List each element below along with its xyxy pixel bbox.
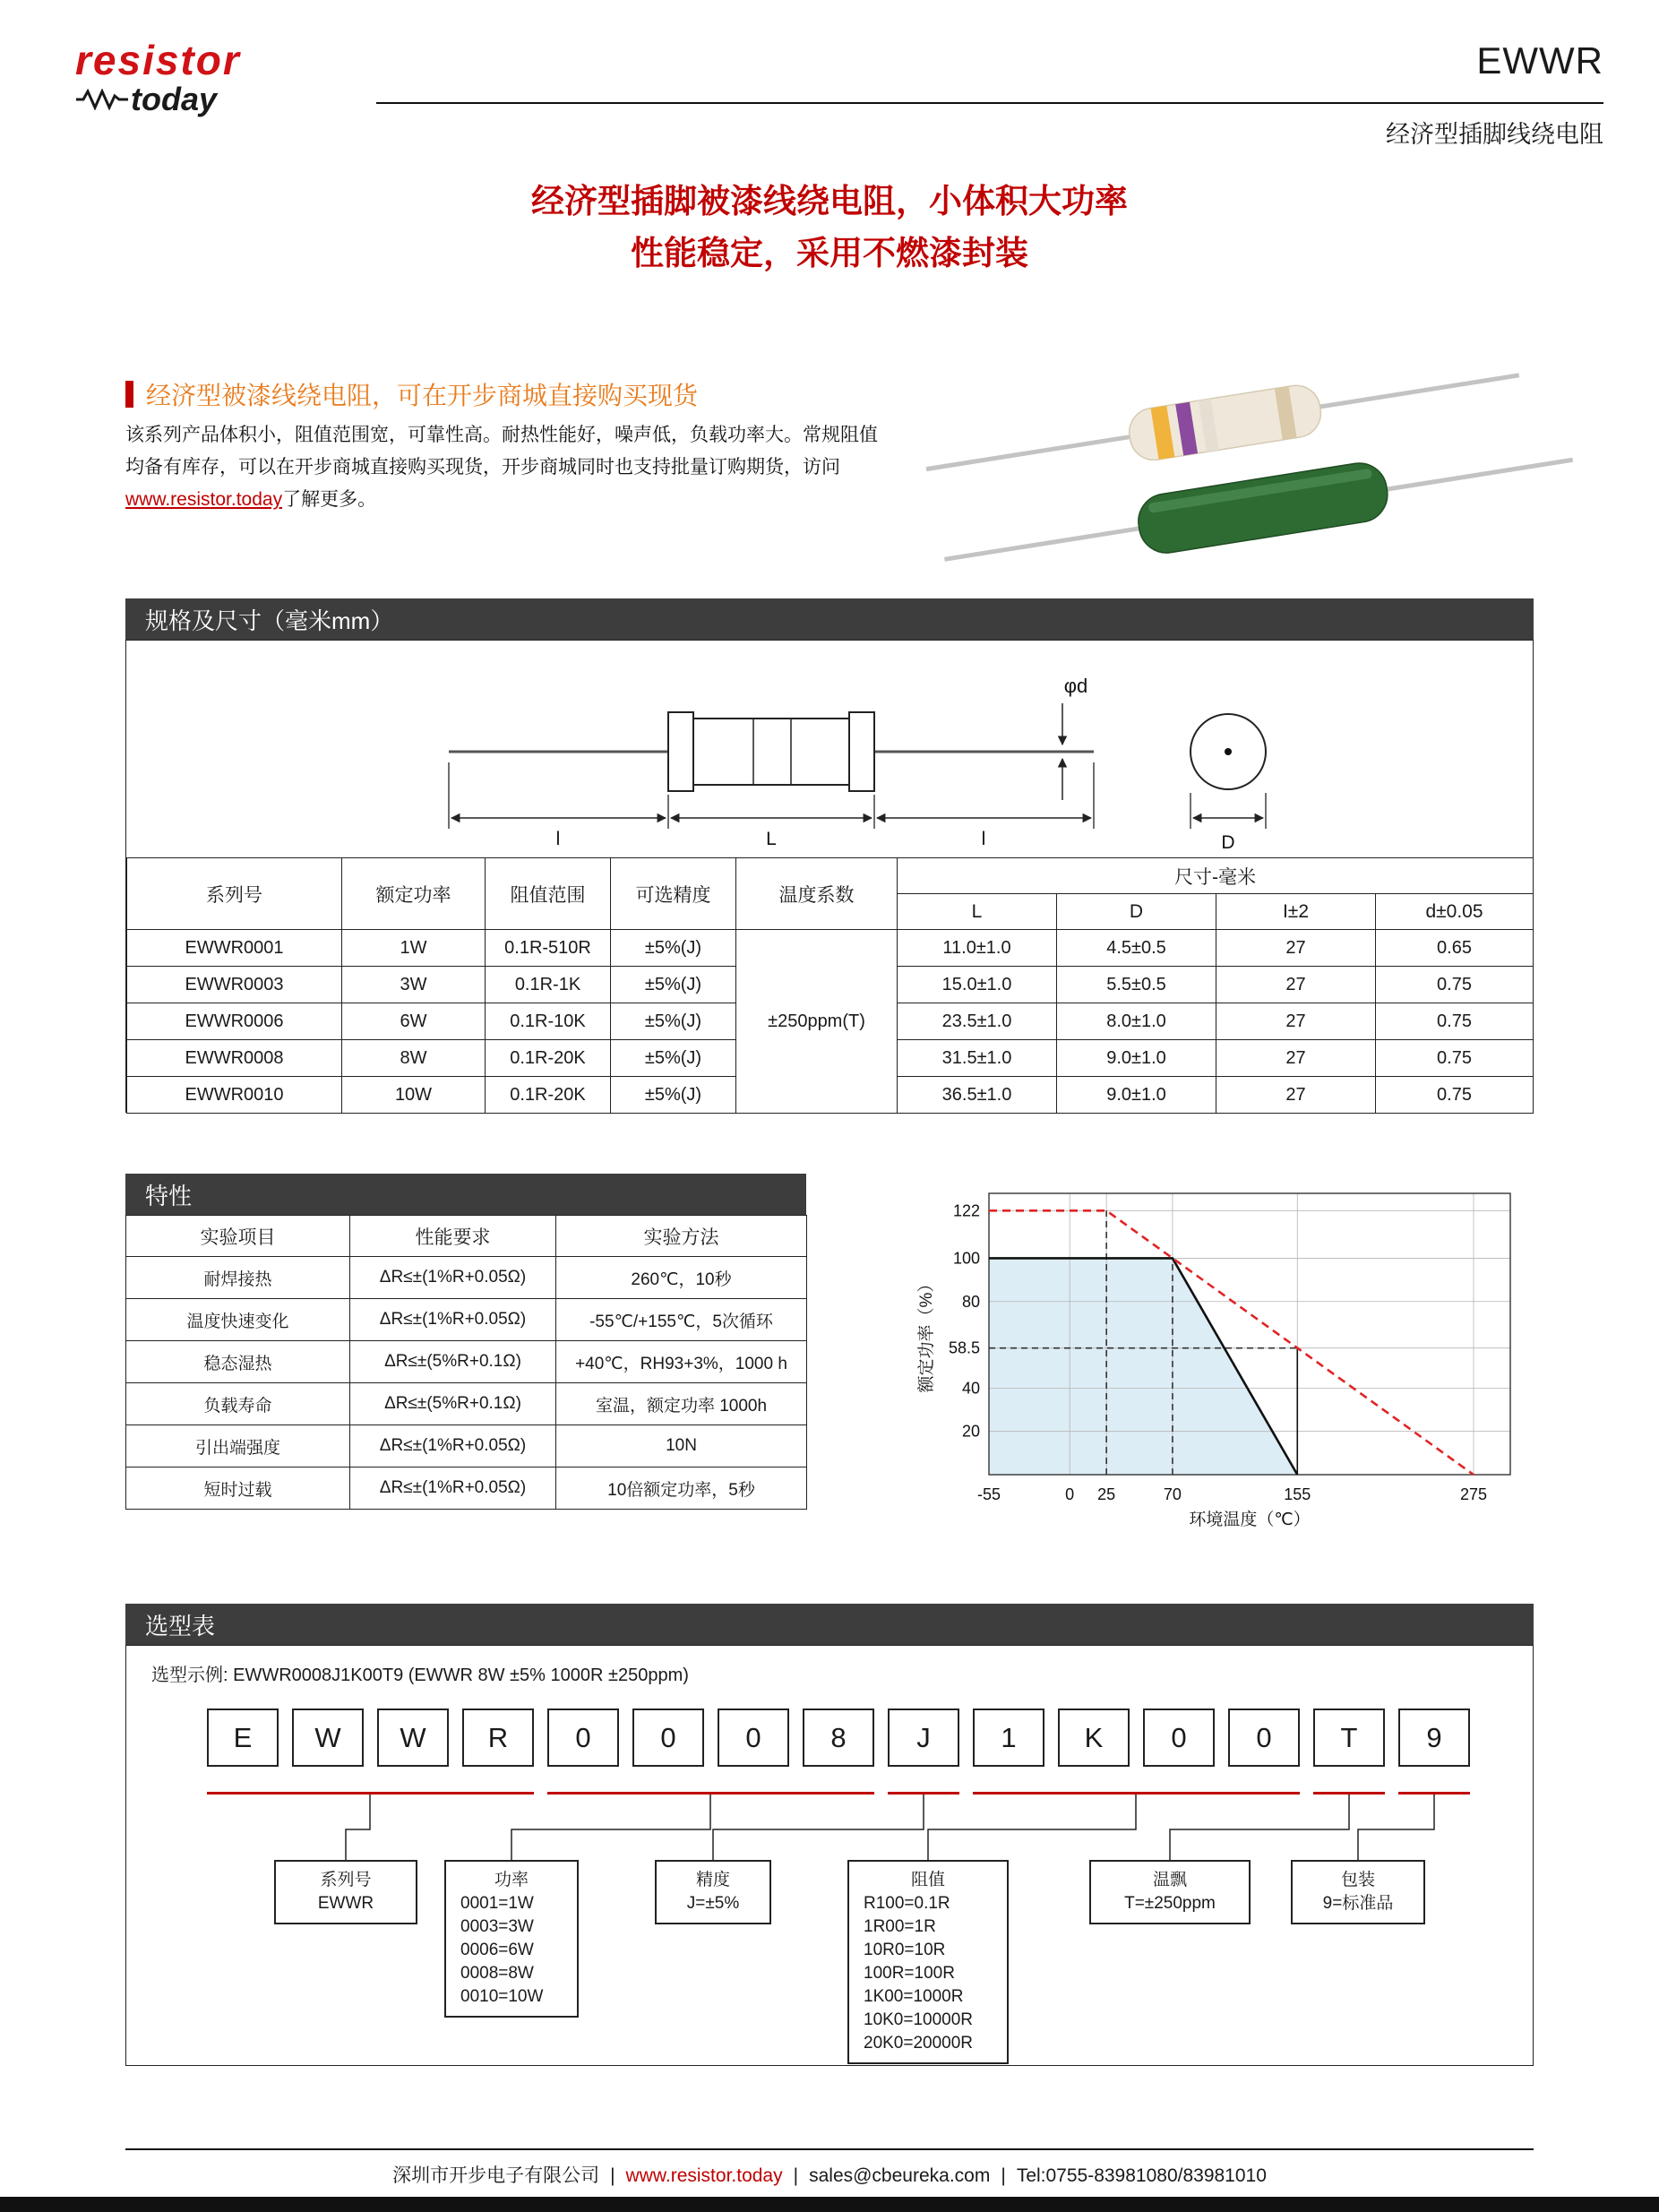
svg-text:100: 100 xyxy=(952,1249,980,1268)
code-char-box: 0 xyxy=(547,1708,619,1767)
page-title-line2: 性能稳定，采用不燃漆封装 xyxy=(631,235,1028,271)
intro-paragraph xyxy=(125,419,887,516)
cell-range: 0.1R-510R xyxy=(486,930,611,967)
cell-d: 0.75 xyxy=(1376,1003,1534,1040)
col-header-tolerance: 可选精度 xyxy=(611,858,736,930)
table-row xyxy=(126,1383,807,1425)
svg-text:环境温度（℃）: 环境温度（℃） xyxy=(1189,1511,1311,1529)
group-underline-tolerance xyxy=(888,1792,959,1795)
cell-series: EWWR0003 xyxy=(127,967,342,1003)
legend-line: 0006=6W xyxy=(460,1941,534,1959)
cell-d: 0.75 xyxy=(1376,967,1534,1003)
col-header-tc: 温度系数 xyxy=(736,858,898,930)
section-title-specs: 规格及尺寸（毫米mm） xyxy=(145,607,394,634)
cell-I: 27 xyxy=(1216,1040,1376,1077)
code-char-box: 0 xyxy=(718,1708,789,1767)
model-code: EWWR xyxy=(1476,39,1603,82)
red-accent-bar xyxy=(125,381,133,408)
col-header-I: I±2 xyxy=(1216,894,1376,930)
legend-tc xyxy=(1089,1860,1251,1924)
svg-text:25: 25 xyxy=(1097,1485,1116,1503)
char-requirement: ΔR≤±(1%R+0.05Ω) xyxy=(350,1257,556,1299)
cell-d: 0.75 xyxy=(1376,1077,1534,1114)
svg-text:275: 275 xyxy=(1459,1485,1488,1503)
code-char-box: 0 xyxy=(1143,1708,1215,1767)
footer-divider xyxy=(125,2148,1534,2150)
svg-text:58.5: 58.5 xyxy=(948,1338,980,1357)
legend-power xyxy=(444,1860,579,2018)
svg-text:80: 80 xyxy=(961,1292,980,1311)
legend-line: 0010=10W xyxy=(460,1987,544,2006)
legend-line: 0001=1W xyxy=(460,1894,534,1913)
group-underline-packing xyxy=(1398,1792,1470,1795)
cell-d: 0.65 xyxy=(1376,930,1534,967)
char-requirement: ΔR≤±(1%R+0.05Ω) xyxy=(350,1299,556,1341)
code-char-box: 0 xyxy=(632,1708,704,1767)
char-col-item: 实验项目 xyxy=(126,1216,350,1257)
legend-line: 10R0=10R xyxy=(864,1941,946,1959)
cell-D: 9.0±1.0 xyxy=(1057,1040,1216,1077)
table-row xyxy=(126,1257,807,1299)
cell-series: EWWR0008 xyxy=(127,1040,342,1077)
footer-separator: | xyxy=(1001,2165,1006,2186)
code-char-box: E xyxy=(207,1708,279,1767)
cell-power: 8W xyxy=(342,1040,486,1077)
legend-line: R100=0.1R xyxy=(864,1894,950,1913)
col-header-dims-group: 尺寸-毫米 xyxy=(898,858,1534,894)
code-char-box: 1 xyxy=(973,1708,1044,1767)
section-title-selection: 选型表 xyxy=(145,1612,216,1640)
svg-text:20: 20 xyxy=(961,1422,980,1441)
legend-packing xyxy=(1291,1860,1425,1924)
legend-line: 9=标准品 xyxy=(1322,1894,1394,1913)
legend-line: J=±5% xyxy=(686,1894,740,1913)
legend-line: 20K0=20000R xyxy=(864,2034,974,2053)
svg-text:额定功率（%）: 额定功率（%） xyxy=(917,1275,936,1393)
svg-text:122: 122 xyxy=(952,1201,980,1220)
char-method: 260℃，10秒 xyxy=(556,1257,807,1299)
legend-line: 100R=100R xyxy=(864,1964,955,1983)
col-header-d: d±0.05 xyxy=(1376,894,1534,930)
spec-frame xyxy=(125,640,1534,1113)
footer-website-link[interactable]: www.resistor.today xyxy=(625,2165,783,2186)
char-item: 耐焊接热 xyxy=(126,1257,350,1299)
dim-label-l-left: l xyxy=(555,829,561,849)
cell-I: 27 xyxy=(1216,967,1376,1003)
intro-heading xyxy=(125,376,698,412)
header-divider xyxy=(376,102,1603,104)
group-underline-power xyxy=(547,1792,874,1795)
legend-line: 1K00=1000R xyxy=(864,1987,964,2006)
spec-table xyxy=(126,857,1534,1114)
svg-text:155: 155 xyxy=(1284,1485,1311,1503)
col-header-power: 额定功率 xyxy=(342,858,486,930)
cell-L: 31.5±1.0 xyxy=(898,1040,1057,1077)
intro-heading-text: 经济型被漆线绕电阻，可在开步商城直接购买现货 xyxy=(146,382,699,409)
char-col-method: 实验方法 xyxy=(556,1216,807,1257)
char-header-row xyxy=(126,1216,807,1257)
footer-bottom-bar xyxy=(0,2197,1659,2212)
cell-L: 23.5±1.0 xyxy=(898,1003,1057,1040)
legend-line: 10K0=10000R xyxy=(864,2010,974,2029)
selection-example: 选型示例: EWWR0008J1K00T9 (EWWR 8W ±5% 1000R ±250ppm) xyxy=(151,1665,689,1685)
char-item: 温度快速变化 xyxy=(126,1299,350,1341)
cell-L: 11.0±1.0 xyxy=(898,930,1057,967)
table-row xyxy=(127,930,1534,967)
cell-tc-merged: ±250ppm(T) xyxy=(736,930,898,1114)
cell-power: 6W xyxy=(342,1003,486,1040)
dim-label-D: D xyxy=(1221,832,1235,853)
legend-line: 0008=8W xyxy=(460,1964,534,1983)
code-char-box: R xyxy=(462,1708,534,1767)
svg-text:40: 40 xyxy=(961,1379,980,1398)
legend-line: EWWR xyxy=(317,1894,374,1913)
footer-company: 深圳市开步电子有限公司 xyxy=(392,2165,600,2186)
svg-text:70: 70 xyxy=(1163,1485,1182,1503)
section-bar-specs xyxy=(125,598,1534,640)
derating-curve-chart xyxy=(914,1175,1541,1534)
cell-I: 27 xyxy=(1216,1077,1376,1114)
footer-separator: | xyxy=(793,2165,799,2186)
characteristics-table xyxy=(125,1215,807,1510)
page-title-line1: 经济型插脚被漆线绕电阻，小体积大功率 xyxy=(531,183,1128,219)
cell-power: 3W xyxy=(342,967,486,1003)
char-method: -55℃/+155℃，5次循环 xyxy=(556,1299,807,1341)
cell-range: 0.1R-20K xyxy=(486,1077,611,1114)
logo-text-resistor: resistor xyxy=(75,37,241,83)
char-method: 室温，额定功率 1000h xyxy=(556,1383,807,1425)
cell-I: 27 xyxy=(1216,1003,1376,1040)
dim-label-phi-d: φd xyxy=(1063,675,1088,697)
legend-tolerance xyxy=(655,1860,771,1924)
legend-line: T=±250ppm xyxy=(1124,1894,1216,1913)
cell-D: 5.5±0.5 xyxy=(1057,967,1216,1003)
logo xyxy=(75,36,241,118)
cell-series: EWWR0010 xyxy=(127,1077,342,1114)
footer-email-link[interactable]: sales@cbeureka.com xyxy=(809,2165,991,2186)
cell-power: 1W xyxy=(342,930,486,967)
cell-tolerance: ±5%(J) xyxy=(611,1077,736,1114)
footer xyxy=(0,2161,1659,2188)
char-item: 短时过载 xyxy=(126,1467,350,1510)
cell-tolerance: ±5%(J) xyxy=(611,1040,736,1077)
table-row xyxy=(126,1299,807,1341)
spec-header-row-1 xyxy=(127,858,1534,894)
intro-text-after: 了解更多。 xyxy=(282,489,377,510)
col-header-D: D xyxy=(1057,894,1216,930)
model-subtitle: 经济型插脚线绕电阻 xyxy=(1386,121,1603,148)
cell-D: 4.5±0.5 xyxy=(1057,930,1216,967)
dim-label-L: L xyxy=(766,829,777,849)
section-bar-selection xyxy=(125,1604,1534,1645)
svg-text:0: 0 xyxy=(1065,1485,1075,1503)
code-char-box: W xyxy=(292,1708,364,1767)
table-row xyxy=(126,1425,807,1467)
code-char-box: 9 xyxy=(1398,1708,1470,1767)
cell-d: 0.75 xyxy=(1376,1040,1534,1077)
cell-L: 15.0±1.0 xyxy=(898,967,1057,1003)
char-method: +40℃，RH93+3%，1000 h xyxy=(556,1341,807,1383)
code-char-box: 0 xyxy=(1228,1708,1300,1767)
cell-range: 0.1R-10K xyxy=(486,1003,611,1040)
col-header-series: 系列号 xyxy=(127,858,342,930)
svg-text:-55: -55 xyxy=(976,1485,1001,1503)
code-char-box: J xyxy=(888,1708,959,1767)
col-header-range: 阻值范围 xyxy=(486,858,611,930)
col-header-L: L xyxy=(898,894,1057,930)
legend-title: 阻值 xyxy=(910,1871,945,1889)
char-requirement: ΔR≤±(5%R+0.1Ω) xyxy=(350,1383,556,1425)
char-col-requirement: 性能要求 xyxy=(350,1216,556,1257)
char-method: 10倍额定功率，5秒 xyxy=(556,1467,807,1510)
legend-line: 1R00=1R xyxy=(864,1917,936,1936)
char-requirement: ΔR≤±(5%R+0.1Ω) xyxy=(350,1341,556,1383)
cell-I: 27 xyxy=(1216,930,1376,967)
legend-series xyxy=(274,1860,417,1924)
table-row xyxy=(126,1467,807,1510)
code-char-box: K xyxy=(1058,1708,1130,1767)
resistor-zigzag-icon xyxy=(75,89,129,110)
cell-tolerance: ±5%(J) xyxy=(611,930,736,967)
cell-range: 0.1R-20K xyxy=(486,1040,611,1077)
legend-resistance xyxy=(847,1860,1009,2064)
cell-series: EWWR0001 xyxy=(127,930,342,967)
char-requirement: ΔR≤±(1%R+0.05Ω) xyxy=(350,1425,556,1467)
cell-tolerance: ±5%(J) xyxy=(611,967,736,1003)
website-link[interactable]: www.resistor.today xyxy=(125,489,283,510)
cell-power: 10W xyxy=(342,1077,486,1114)
code-char-box: W xyxy=(377,1708,449,1767)
char-item: 引出端强度 xyxy=(126,1425,350,1467)
legend-title: 系列号 xyxy=(320,1871,372,1889)
code-char-box: T xyxy=(1313,1708,1385,1767)
dim-label-l-right: l xyxy=(981,829,986,849)
legend-title: 包装 xyxy=(1340,1871,1375,1889)
cell-series: EWWR0006 xyxy=(127,1003,342,1040)
group-underline-tc xyxy=(1313,1792,1385,1795)
char-item: 负载寿命 xyxy=(126,1383,350,1425)
page-title xyxy=(0,176,1659,280)
cell-tolerance: ±5%(J) xyxy=(611,1003,736,1040)
group-underline-resistance xyxy=(973,1792,1300,1795)
legend-title: 温飘 xyxy=(1152,1871,1187,1889)
product-photo xyxy=(878,349,1603,582)
section-bar-characteristics xyxy=(125,1174,806,1215)
legend-title: 功率 xyxy=(494,1871,529,1889)
logo-text-today: today xyxy=(131,81,218,117)
intro-text-before: 该系列产品体积小，阻值范围宽，可靠性高。耐热性能好，噪声低，负载功率大。常规阻值均备有库存，可以在开步商城直接购买现货，开步商城同时也支持批量订购期货，访问 xyxy=(125,425,878,478)
char-method: 10N xyxy=(556,1425,807,1467)
legend-line: 0003=3W xyxy=(460,1917,534,1936)
cell-L: 36.5±1.0 xyxy=(898,1077,1057,1114)
char-item: 稳态湿热 xyxy=(126,1341,350,1383)
footer-separator: | xyxy=(610,2165,615,2186)
selection-frame xyxy=(125,1645,1534,2066)
code-char-box: 8 xyxy=(803,1708,874,1767)
section-title-characteristics: 特性 xyxy=(145,1182,193,1209)
char-requirement: ΔR≤±(1%R+0.05Ω) xyxy=(350,1467,556,1510)
table-row xyxy=(126,1341,807,1383)
resistor-dimension-diagram xyxy=(126,641,1533,857)
footer-tel: Tel:0755-83981080/83981010 xyxy=(1016,2165,1267,2186)
logo-bottom xyxy=(75,81,241,118)
group-underline-series xyxy=(207,1792,534,1795)
legend-title: 精度 xyxy=(695,1871,730,1889)
cell-range: 0.1R-1K xyxy=(486,967,611,1003)
cell-D: 8.0±1.0 xyxy=(1057,1003,1216,1040)
cell-D: 9.0±1.0 xyxy=(1057,1077,1216,1114)
